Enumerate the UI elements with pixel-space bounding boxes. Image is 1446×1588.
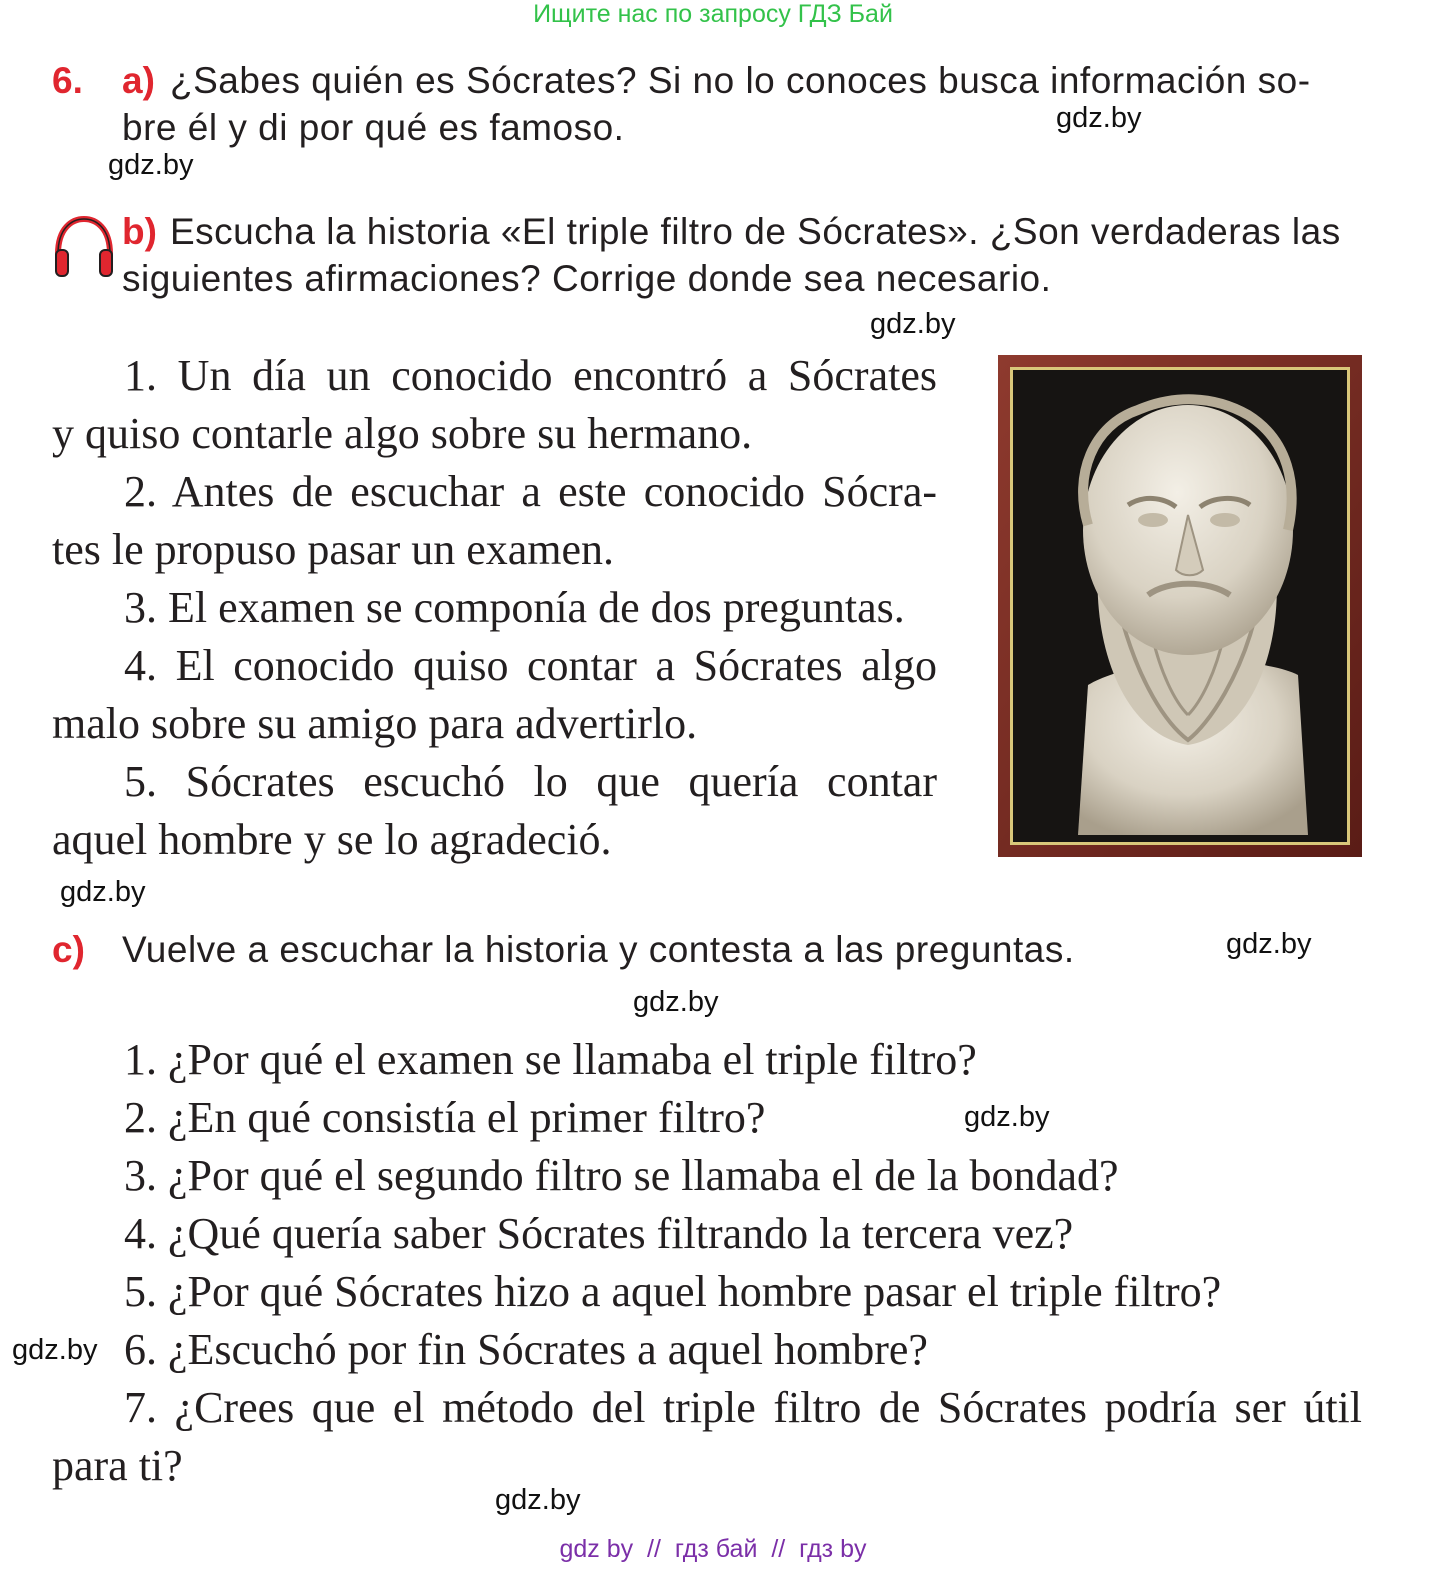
headphones-icon <box>50 214 118 280</box>
exercise-number: 6. <box>52 60 83 101</box>
question-7: 7. ¿Crees que el método del triple filtro de Sócrates podría ser útil <box>124 1383 1362 1432</box>
watermark: gdz.by <box>12 1334 98 1366</box>
socrates-bust-picture <box>998 355 1362 857</box>
question-3: 3. ¿Por qué el segundo filtro se llamaba el de la bondad? <box>124 1151 1119 1200</box>
statement-5-first: 5. Sócrates escuchó lo que quería contar <box>124 757 937 806</box>
question-6: 6. ¿Escuchó por fin Sócrates a aquel hombre? <box>124 1325 928 1374</box>
watermark: gdz.by <box>964 1101 1050 1133</box>
statement-2-rest: tes le propuso pasar un examen. <box>52 525 615 574</box>
section-b-marker: b) <box>122 211 157 252</box>
watermark: gdz.by <box>1056 102 1142 134</box>
statement-1-first: 1. Un día un conocido encontró a Sócrates <box>124 351 937 400</box>
question-5: 5. ¿Por qué Sócrates hizo a aquel hombre pasar el triple filtro? <box>124 1267 1222 1316</box>
watermark: gdz.by <box>1226 928 1312 960</box>
watermark: gdz.by <box>633 986 719 1018</box>
section-a-marker: a) <box>122 60 155 101</box>
section-a-line2: bre él y di por qué es famoso. <box>122 107 625 148</box>
question-4: 4. ¿Qué quería saber Sócrates filtrando la tercera vez? <box>124 1209 1074 1258</box>
statement-4-rest: malo sobre su amigo para advertirlo. <box>52 699 698 748</box>
section-b-line1: Escucha la historia «El triple filtro de Sócrates». ¿Son verdaderas las <box>170 211 1341 252</box>
watermark: gdz.by <box>108 149 194 181</box>
section-b-line2: siguientes afirmaciones? Corrige donde sea necesario. <box>122 258 1052 299</box>
statement-1-rest: y quiso contarle algo sobre su hermano. <box>52 409 753 458</box>
watermark: gdz.by <box>60 876 146 908</box>
section-a-line1: ¿Sabes quién es Sócrates? Si no lo conoces busca información so- <box>170 60 1311 101</box>
section-c-line1: Vuelve a escuchar la historia y contesta a las preguntas. <box>122 929 1075 970</box>
watermark: gdz.by <box>870 308 956 340</box>
bottom-banner: gdz by // гдз бай // гдз by <box>559 1535 867 1563</box>
watermark: gdz.by <box>495 1484 581 1516</box>
question-1: 1. ¿Por qué el examen se llamaba el triple filtro? <box>124 1035 977 1084</box>
question-2: 2. ¿En qué consistía el primer filtro? <box>124 1093 766 1142</box>
statement-3: 3. El examen se componía de dos preguntas. <box>124 583 905 632</box>
statement-4-first: 4. El conocido quiso contar a Sócrates algo <box>124 641 937 690</box>
statement-2-first: 2. Antes de escuchar a este conocido Sócra- <box>124 467 937 516</box>
section-c-marker: c) <box>52 929 85 970</box>
statement-5-rest: aquel hombre y se lo agradeció. <box>52 815 612 864</box>
question-7-rest: para ti? <box>52 1441 183 1490</box>
top-banner: Ищите нас по запросу ГДЗ Бай <box>533 0 893 28</box>
